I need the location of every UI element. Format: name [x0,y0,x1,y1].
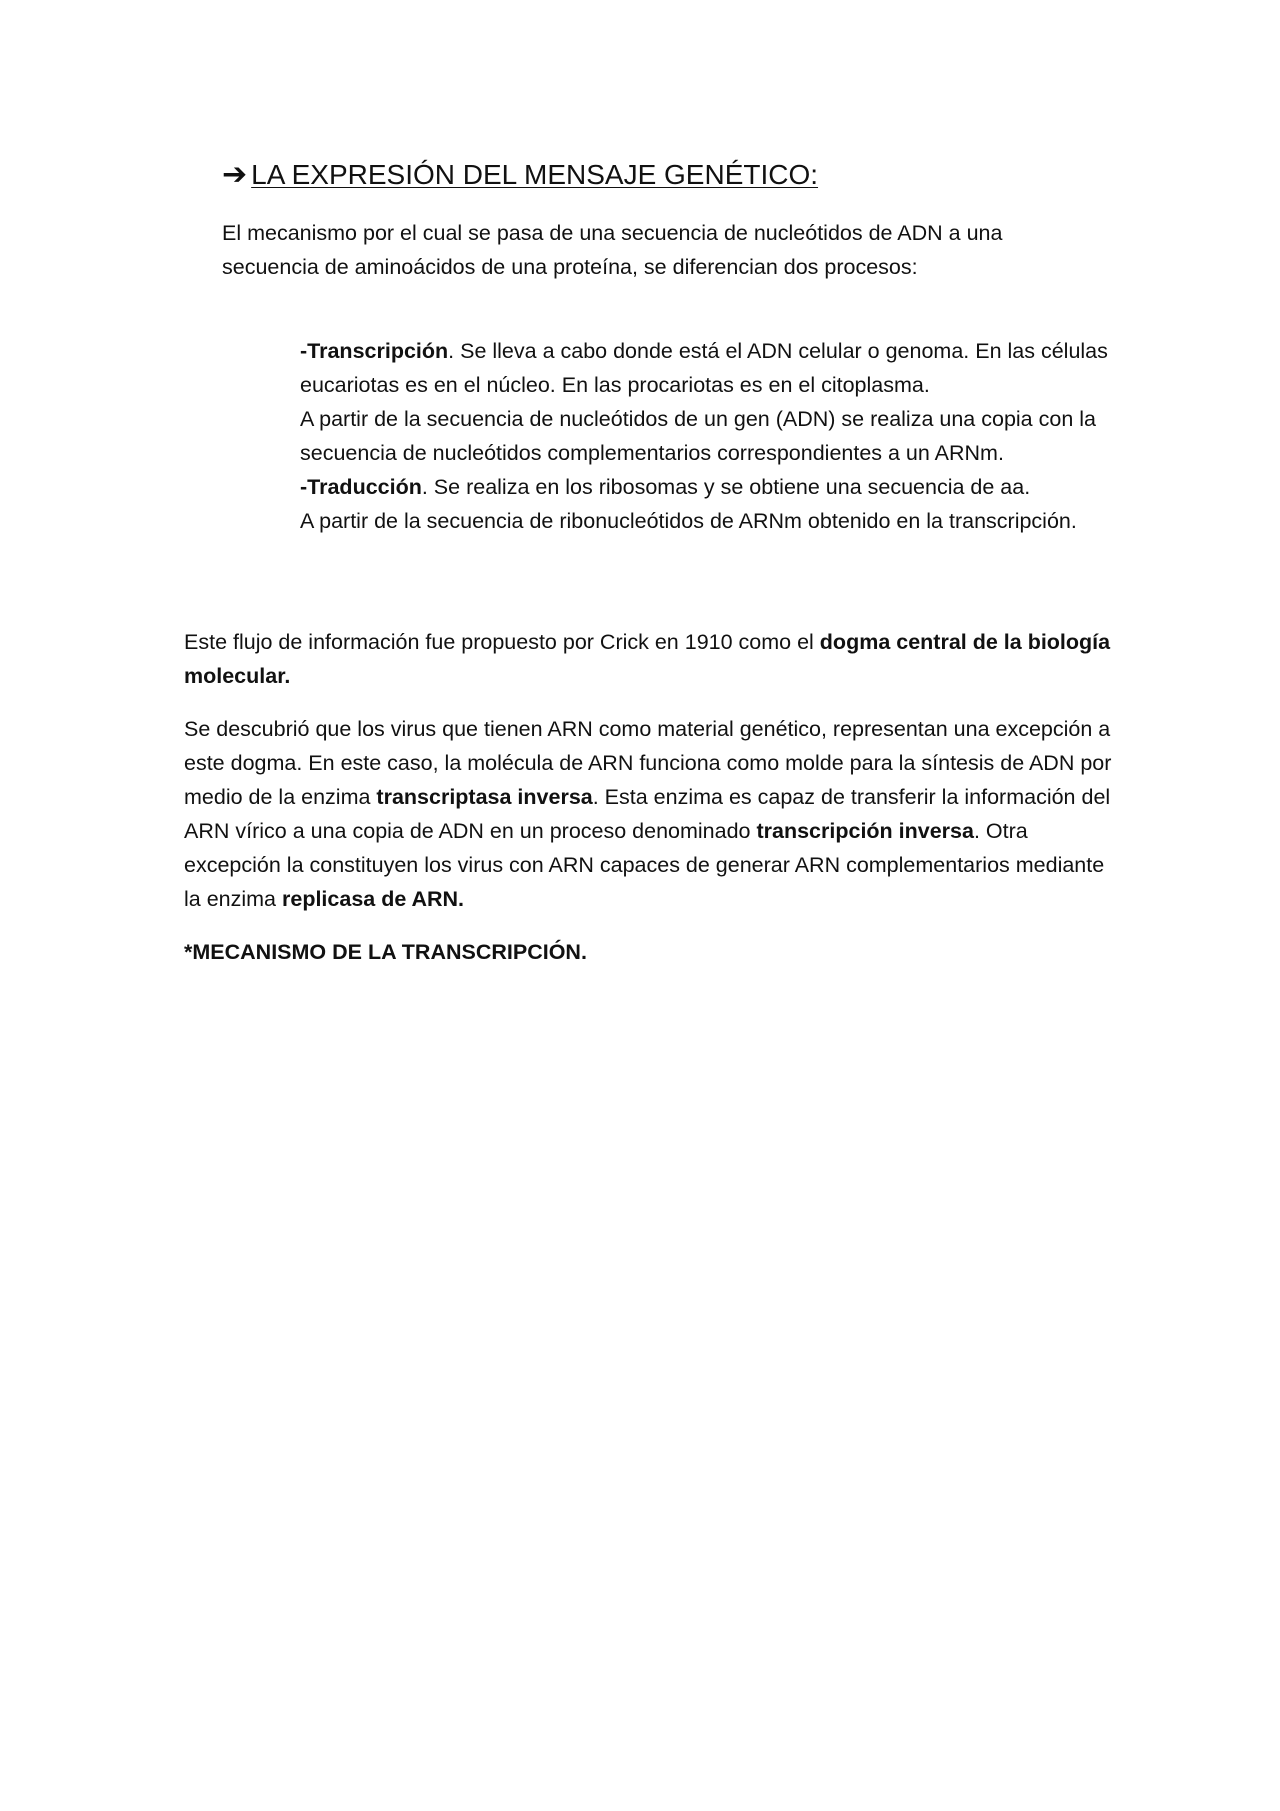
transcription-label: -Transcripción [300,339,449,363]
heading-title: LA EXPRESIÓN DEL MENSAJE GENÉTICO: [251,159,819,190]
virus-bold-3: replicasa de ARN. [282,887,465,911]
translation-text: . Se realiza en los ribosomas y se obtiene una secuencia de aa. [421,475,1031,499]
virus-bold-2: transcripción inversa [756,819,974,843]
virus-text-1: Se descubrió que los virus que tienen ARN como material genético, representan una excepción a este dogma. En este caso, la molécula de ARN funciona como molde para la síntesis de ADN por medio de la enzima [184,717,1112,809]
translation-label: -Traducción [300,475,422,499]
transcription-detail: A partir de la secuencia de nucleótidos de un gen (ADN) se realiza una copia con la secuencia de nucleótidos complementarios correspondientes a un ARNm. [300,407,1096,465]
section-heading [222,158,818,192]
translation-detail: A partir de la secuencia de ribonucleótidos de ARNm obtenido en la transcripción. [300,509,1077,533]
process-list [300,334,1110,538]
virus-exception-paragraph [184,712,1114,916]
transcription-item [300,334,1110,402]
flow-text: Este flujo de información fue propuesto por Crick en 1910 como el [184,630,820,654]
mechanism-heading: *MECANISMO DE LA TRANSCRIPCIÓN. [184,940,587,964]
translation-item [300,470,1110,504]
central-dogma-paragraph [184,625,1114,693]
arrow-right-icon: ➔ [222,158,248,191]
flow-bold: dogma central de la biología molecular. [184,630,1111,688]
virus-text-3: . Otra excepción la constituyen los virus con ARN capaces de generar ARN complementarios mediante la enzima [184,819,1105,911]
transcription-text: . Se lleva a cabo donde está el ADN celular o genoma. En las células eucariotas es en el núcleo. En las procariotas es en el citoplasma. [300,339,1108,397]
virus-text-2: . Esta enzima es capaz de transferir la información del ARN vírico a una copia de ADN en un proceso denominado [184,785,1111,843]
virus-bold-1: transcriptasa inversa [376,785,593,809]
intro-paragraph: El mecanismo por el cual se pasa de una secuencia de nucleótidos de ADN a una secuencia de aminoácidos de una proteína, se diferencian dos procesos: [222,221,1003,279]
